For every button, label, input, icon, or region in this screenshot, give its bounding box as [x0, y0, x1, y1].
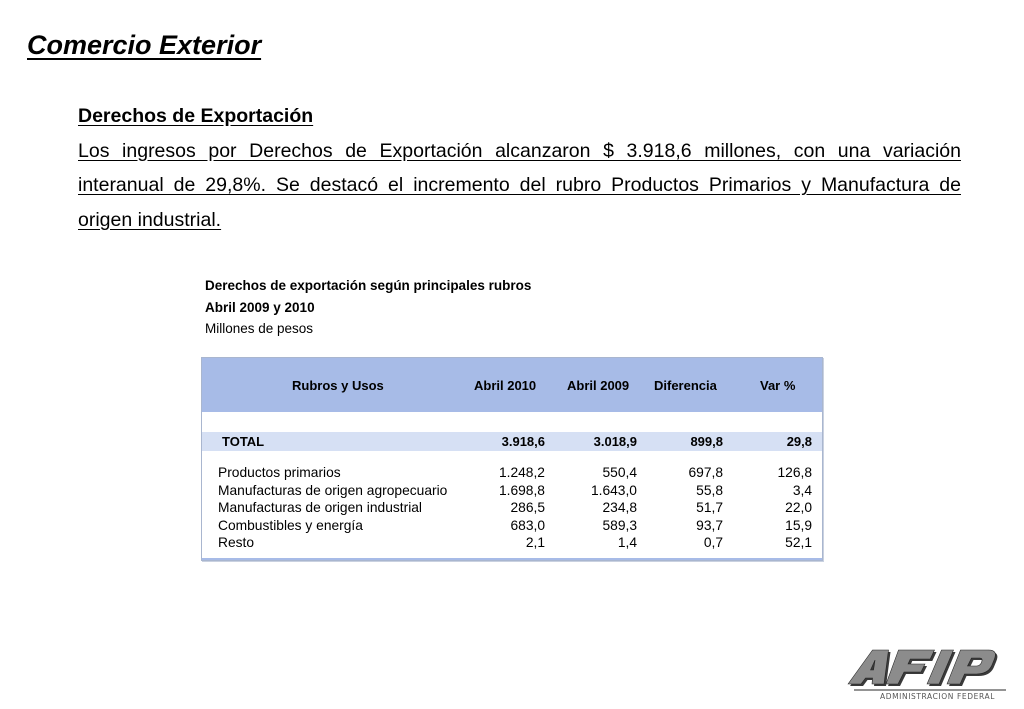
row-abril-2009: 589,3	[602, 517, 637, 533]
table-bottom-border	[202, 558, 822, 560]
row-name: Combustibles y energía	[218, 517, 363, 533]
table-total-row	[202, 432, 822, 451]
afip-logo	[846, 646, 1010, 704]
table-row	[202, 465, 822, 483]
header-rubros: Rubros y Usos	[292, 378, 384, 393]
total-name: TOTAL	[222, 434, 265, 449]
row-diferencia: 93,7	[696, 517, 723, 533]
row-var: 3,4	[792, 482, 812, 498]
row-name: Manufacturas de origen industrial	[218, 500, 423, 515]
row-diferencia: 51,7	[696, 500, 723, 515]
header-abril-2010: Abril 2010	[474, 378, 537, 393]
total-abril-2010: 3.918,6	[501, 434, 545, 449]
page-title: Comercio Exterior	[27, 30, 262, 60]
header-abril-2009: Abril 2009	[567, 378, 630, 393]
export-duties-table	[201, 357, 823, 561]
row-abril-2010: 1.698,8	[498, 482, 545, 498]
table-caption-unit: Millones de pesos	[205, 321, 314, 336]
row-abril-2009: 550,4	[602, 465, 637, 480]
total-diferencia: 899,8	[690, 434, 723, 449]
table-caption-title: Derechos de exportación según principales rubros	[205, 278, 532, 293]
row-var: 22,0	[785, 500, 812, 515]
row-abril-2009: 234,8	[602, 500, 637, 515]
row-name: Productos primarios	[218, 465, 341, 480]
table-caption-period: Abril 2009 y 2010	[205, 299, 315, 315]
row-name: Resto	[218, 535, 255, 550]
table-row	[202, 500, 822, 518]
header-diferencia: Diferencia	[654, 378, 717, 393]
row-diferencia: 697,8	[688, 465, 723, 480]
row-abril-2010: 2,1	[525, 535, 545, 550]
row-abril-2010: 683,0	[510, 517, 545, 533]
row-name: Manufacturas de origen agropecuario	[218, 482, 448, 498]
table-row	[202, 535, 822, 553]
row-abril-2010: 286,5	[510, 500, 545, 515]
total-abril-2009: 3.018,9	[593, 434, 637, 449]
row-var: 126,8	[777, 465, 812, 480]
row-abril-2009: 1,4	[617, 535, 637, 550]
section-heading: Derechos de Exportación	[78, 105, 314, 127]
section-body-text: Los ingresos por Derechos de Exportación alcanzaron $ 3.918,6 millones, con una variación interanual de 29,8%. Se destacó el incremento del rubro Productos Primarios y Manufactura de origen industrial.	[78, 139, 961, 231]
row-var: 52,1	[785, 535, 812, 550]
table-header-row	[202, 358, 822, 412]
table-row	[202, 518, 822, 536]
export-duties-section	[78, 99, 961, 237]
row-abril-2010: 1.248,2	[498, 465, 545, 480]
header-var: Var %	[760, 378, 796, 393]
row-var: 15,9	[785, 517, 812, 533]
table-row	[202, 483, 822, 501]
row-abril-2009: 1.643,0	[590, 482, 637, 498]
table-spacer-row	[202, 412, 822, 432]
afip-logo-mark	[848, 650, 999, 686]
total-var: 29,8	[786, 434, 812, 449]
table-caption	[205, 275, 531, 340]
row-diferencia: 55,8	[696, 482, 723, 498]
row-diferencia: 0,7	[703, 535, 723, 550]
afip-logo-subtitle: ADMINISTRACION FEDERAL	[880, 692, 995, 701]
